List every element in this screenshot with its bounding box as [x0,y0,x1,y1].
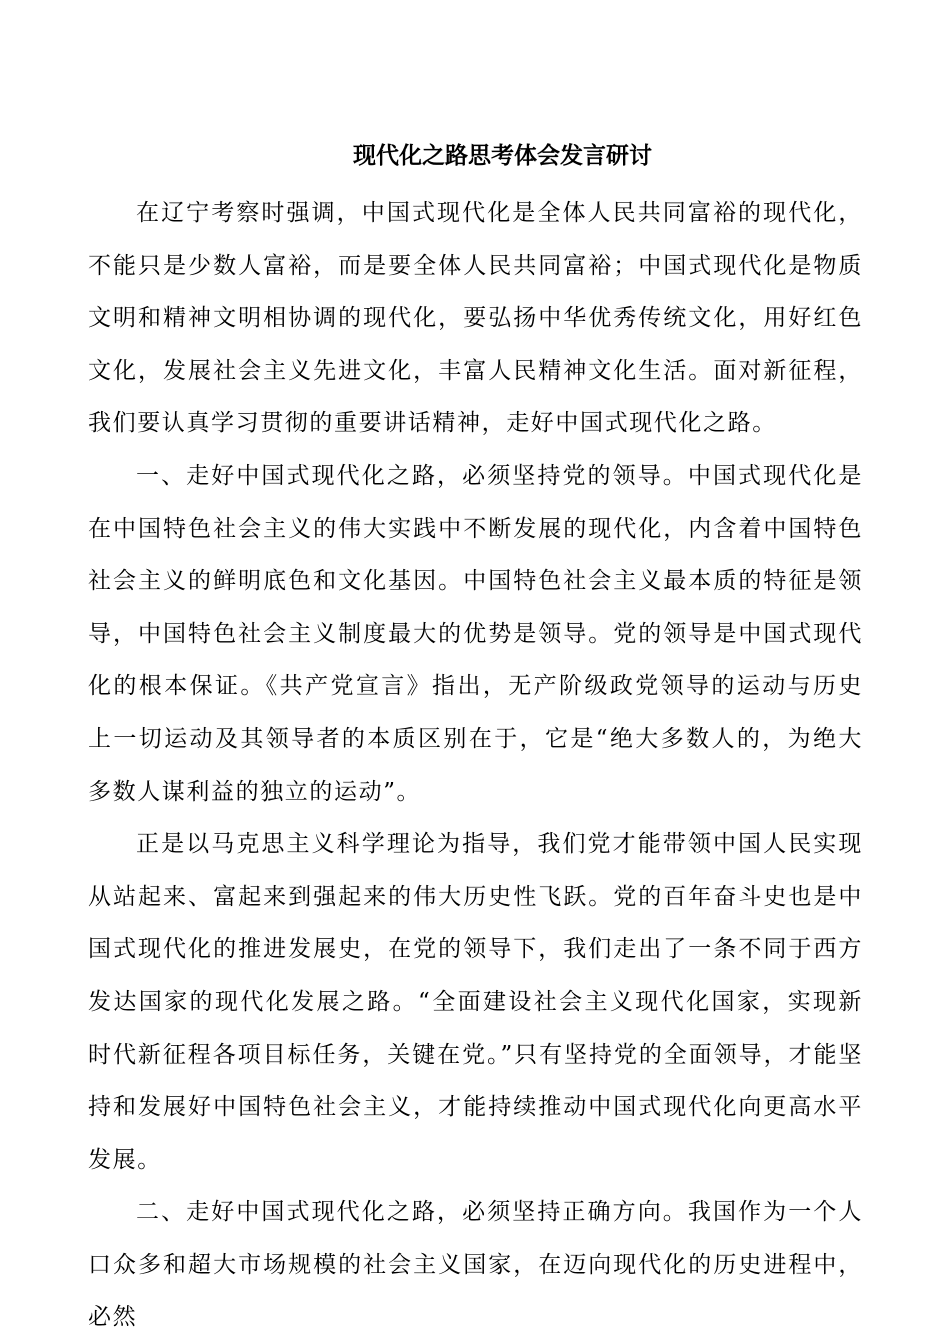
paragraph-intro: 在辽宁考察时强调，中国式现代化是全体人民共同富裕的现代化，不能只是少数人富裕，而是要全体人民共同富裕；中国式现代化是物质文明和精神文明相协调的现代化，要弘扬中华优秀传统文化，用好红色文化，发展社会主义先进文化，丰富人民精神文化生活。面对新征程，我们要认真学习贯彻的重要讲话精神，走好中国式现代化之路。 [88,200,863,437]
paragraph-section-two: 二、走好中国式现代化之路，必须坚持正确方向。我国作为一个人口众多和超大市场规模的社会主义国家，在迈向现代化的历史进程中，必然 [88,1199,863,1331]
document-title: 现代化之路思考体会发言研讨 [353,142,652,169]
paragraph-section-one-continued: 正是以马克思主义科学理论为指导，我们党才能带领中国人民实现从站起来、富起来到强起来的伟大历史性飞跃。党的百年奋斗史也是中国式现代化的推进发展史，在党的领导下，我们走出了一条不同于西方发达国家的现代化发展之路。“全面建设社会主义现代化国家，实现新时代新征程各项目标任务，关键在党。”只有坚持党的全面领导，才能坚持和发展好中国特色社会主义，才能持续推动中国式现代化向更高水平发展。 [88,831,863,1173]
paragraph-section-one: 一、走好中国式现代化之路，必须坚持党的领导。中国式现代化是在中国特色社会主义的伟大实践中不断发展的现代化，内含着中国特色社会主义的鲜明底色和文化基因。中国特色社会主义最本质的特征是领导，中国特色社会主义制度最大的优势是领导。党的领导是中国式现代化的根本保证。《共产党宣言》指出，无产阶级政党领导的运动与历史上一切运动及其领导者的本质区别在于，它是“绝大多数人的，为绝大多数人谋利益的独立的运动”。 [88,462,863,805]
document-body [88,187,863,1344]
